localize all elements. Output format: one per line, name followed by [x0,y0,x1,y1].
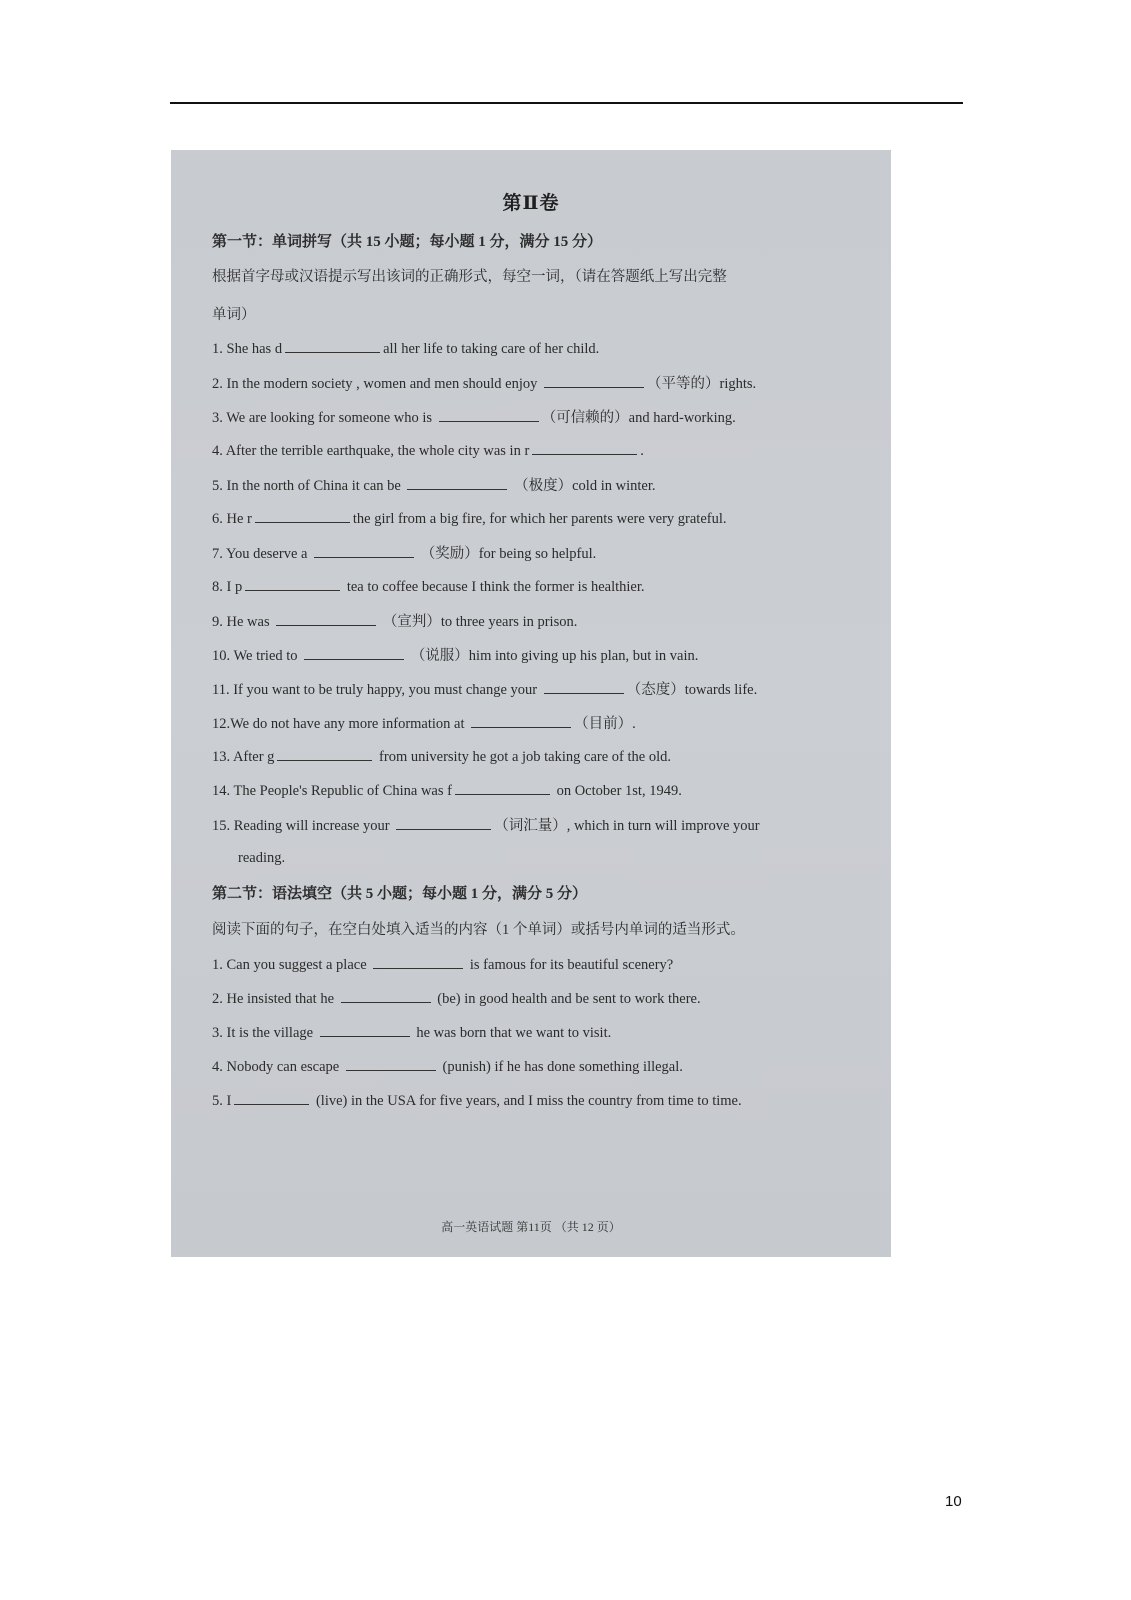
question-11 [212,678,757,699]
question-text: is famous for its beautiful scenery? [469,957,674,973]
answer-blank[interactable] [407,475,507,490]
question-text: 2. He insisted that he [212,991,335,1007]
answer-blank[interactable] [455,780,550,795]
question-8 [212,576,645,596]
section1-heading: 第一节：单词拼写（共 15 小题；每小题 1 分，满分 15 分） [212,234,603,250]
question-text: 6. He r [212,511,252,527]
question-text: tea to coffee because I think the former is healthier. [346,579,645,595]
question-text: 1. Can you suggest a place [212,957,367,973]
question-15 [212,814,760,835]
question-2 [212,372,756,393]
question-text: 12.We do not have any more information at [212,716,465,732]
question-text: 14. The People's Republic of China was f [212,783,452,799]
question-text: 8. I p [212,579,243,595]
question-6 [212,508,727,528]
question-text: 5. I [212,1093,232,1109]
page-footer: 高一英语试题 第11页 （共 12 页） [441,1220,621,1234]
answer-blank[interactable] [396,815,491,830]
question-14 [212,780,682,800]
answer-blank[interactable] [255,508,350,523]
question-text: 1. She has d [212,341,283,357]
section1-instruction-cont: 单词） [212,307,256,323]
question-text: （平等的）rights. [647,376,757,392]
answer-blank[interactable] [532,440,637,455]
question-text: (be) in good health and be sent to work there. [437,991,701,1007]
question-text: all her life to taking care of her child. [383,341,600,357]
question-text: 2. In the modern society , women and men should enjoy [212,376,538,392]
top-rule [170,102,963,104]
question-text: (live) in the USA for five years, and I miss the country from time to time. [315,1093,742,1109]
question-5 [212,474,655,495]
question-text: from university he got a job taking care of the old. [379,749,671,765]
grammar-question-5 [212,1090,742,1110]
question-text: 7. You deserve a [212,546,308,562]
question-text: . [640,443,644,459]
question-9 [212,610,577,631]
answer-blank[interactable] [544,373,644,388]
section2-instruction: 阅读下面的句子，在空白处填入适当的内容（1 个单词）或括号内单词的适当形式。 [212,922,745,938]
section2-heading: 第二节：语法填空（共 5 小题；每小题 1 分，满分 5 分） [212,886,588,902]
page-title: 第Ⅱ卷 [502,193,560,214]
grammar-question-4 [212,1056,683,1076]
question-text: （极度）cold in winter. [514,478,656,494]
question-7 [212,542,596,563]
answer-blank[interactable] [346,1056,436,1071]
answer-blank[interactable] [544,679,624,694]
question-text: 4. Nobody can escape [212,1059,340,1075]
answer-blank[interactable] [341,988,431,1003]
question-text: 15. Reading will increase your [212,818,390,834]
question-text: 3. It is the village [212,1025,314,1041]
answer-blank[interactable] [439,407,539,422]
answer-blank[interactable] [245,576,340,591]
page-number: 10 [945,1493,962,1510]
question-text: （说服）him into giving up his plan, but in vain. [410,648,699,664]
answer-blank[interactable] [314,543,414,558]
question-text: （态度）towards life. [626,682,758,698]
question-text: （目前）. [574,716,636,732]
question-1 [212,338,599,358]
answer-blank[interactable] [304,645,404,660]
scanned-exam-page [171,150,891,1257]
question-10 [212,644,698,665]
question-text: (punish) if he has done something illegal. [442,1059,683,1075]
question-text: 4. After the terrible earthquake, the whole city was in r [212,443,530,459]
grammar-question-3 [212,1022,611,1042]
answer-blank[interactable] [373,954,463,969]
answer-blank[interactable] [234,1090,309,1105]
question-4 [212,440,644,460]
question-12 [212,712,636,733]
question-text: （词汇量）, which in turn will improve your [494,818,760,834]
question-text: 3. We are looking for someone who is [212,410,433,426]
question-text: 9. He was [212,614,270,630]
answer-blank[interactable] [276,611,376,626]
question-13 [212,746,671,766]
grammar-question-2 [212,988,701,1008]
question-text: 10. We tried to [212,648,298,664]
answer-blank[interactable] [471,713,571,728]
question-text: 13. After g [212,749,275,765]
question-3 [212,406,736,427]
question-text: he was born that we want to visit. [416,1025,612,1041]
question-15-cont: reading. [238,850,286,866]
grammar-question-1 [212,954,673,974]
question-text: （奖励）for being so helpful. [420,546,597,562]
answer-blank[interactable] [285,338,380,353]
section1-instruction: 根据首字母或汉语提示写出该词的正确形式，每空一词，（请在答题纸上写出完整 [212,269,727,285]
answer-blank[interactable] [277,746,372,761]
answer-blank[interactable] [320,1022,410,1037]
question-text: the girl from a big fire, for which her parents were very grateful. [352,511,727,527]
question-text: 11. If you want to be truly happy, you must change your [212,682,538,698]
question-text: on October 1st, 1949. [556,783,682,799]
question-text: （宣判）to three years in prison. [382,614,578,630]
question-text: 5. In the north of China it can be [212,478,401,494]
question-text: （可信赖的）and hard-working. [541,410,736,426]
